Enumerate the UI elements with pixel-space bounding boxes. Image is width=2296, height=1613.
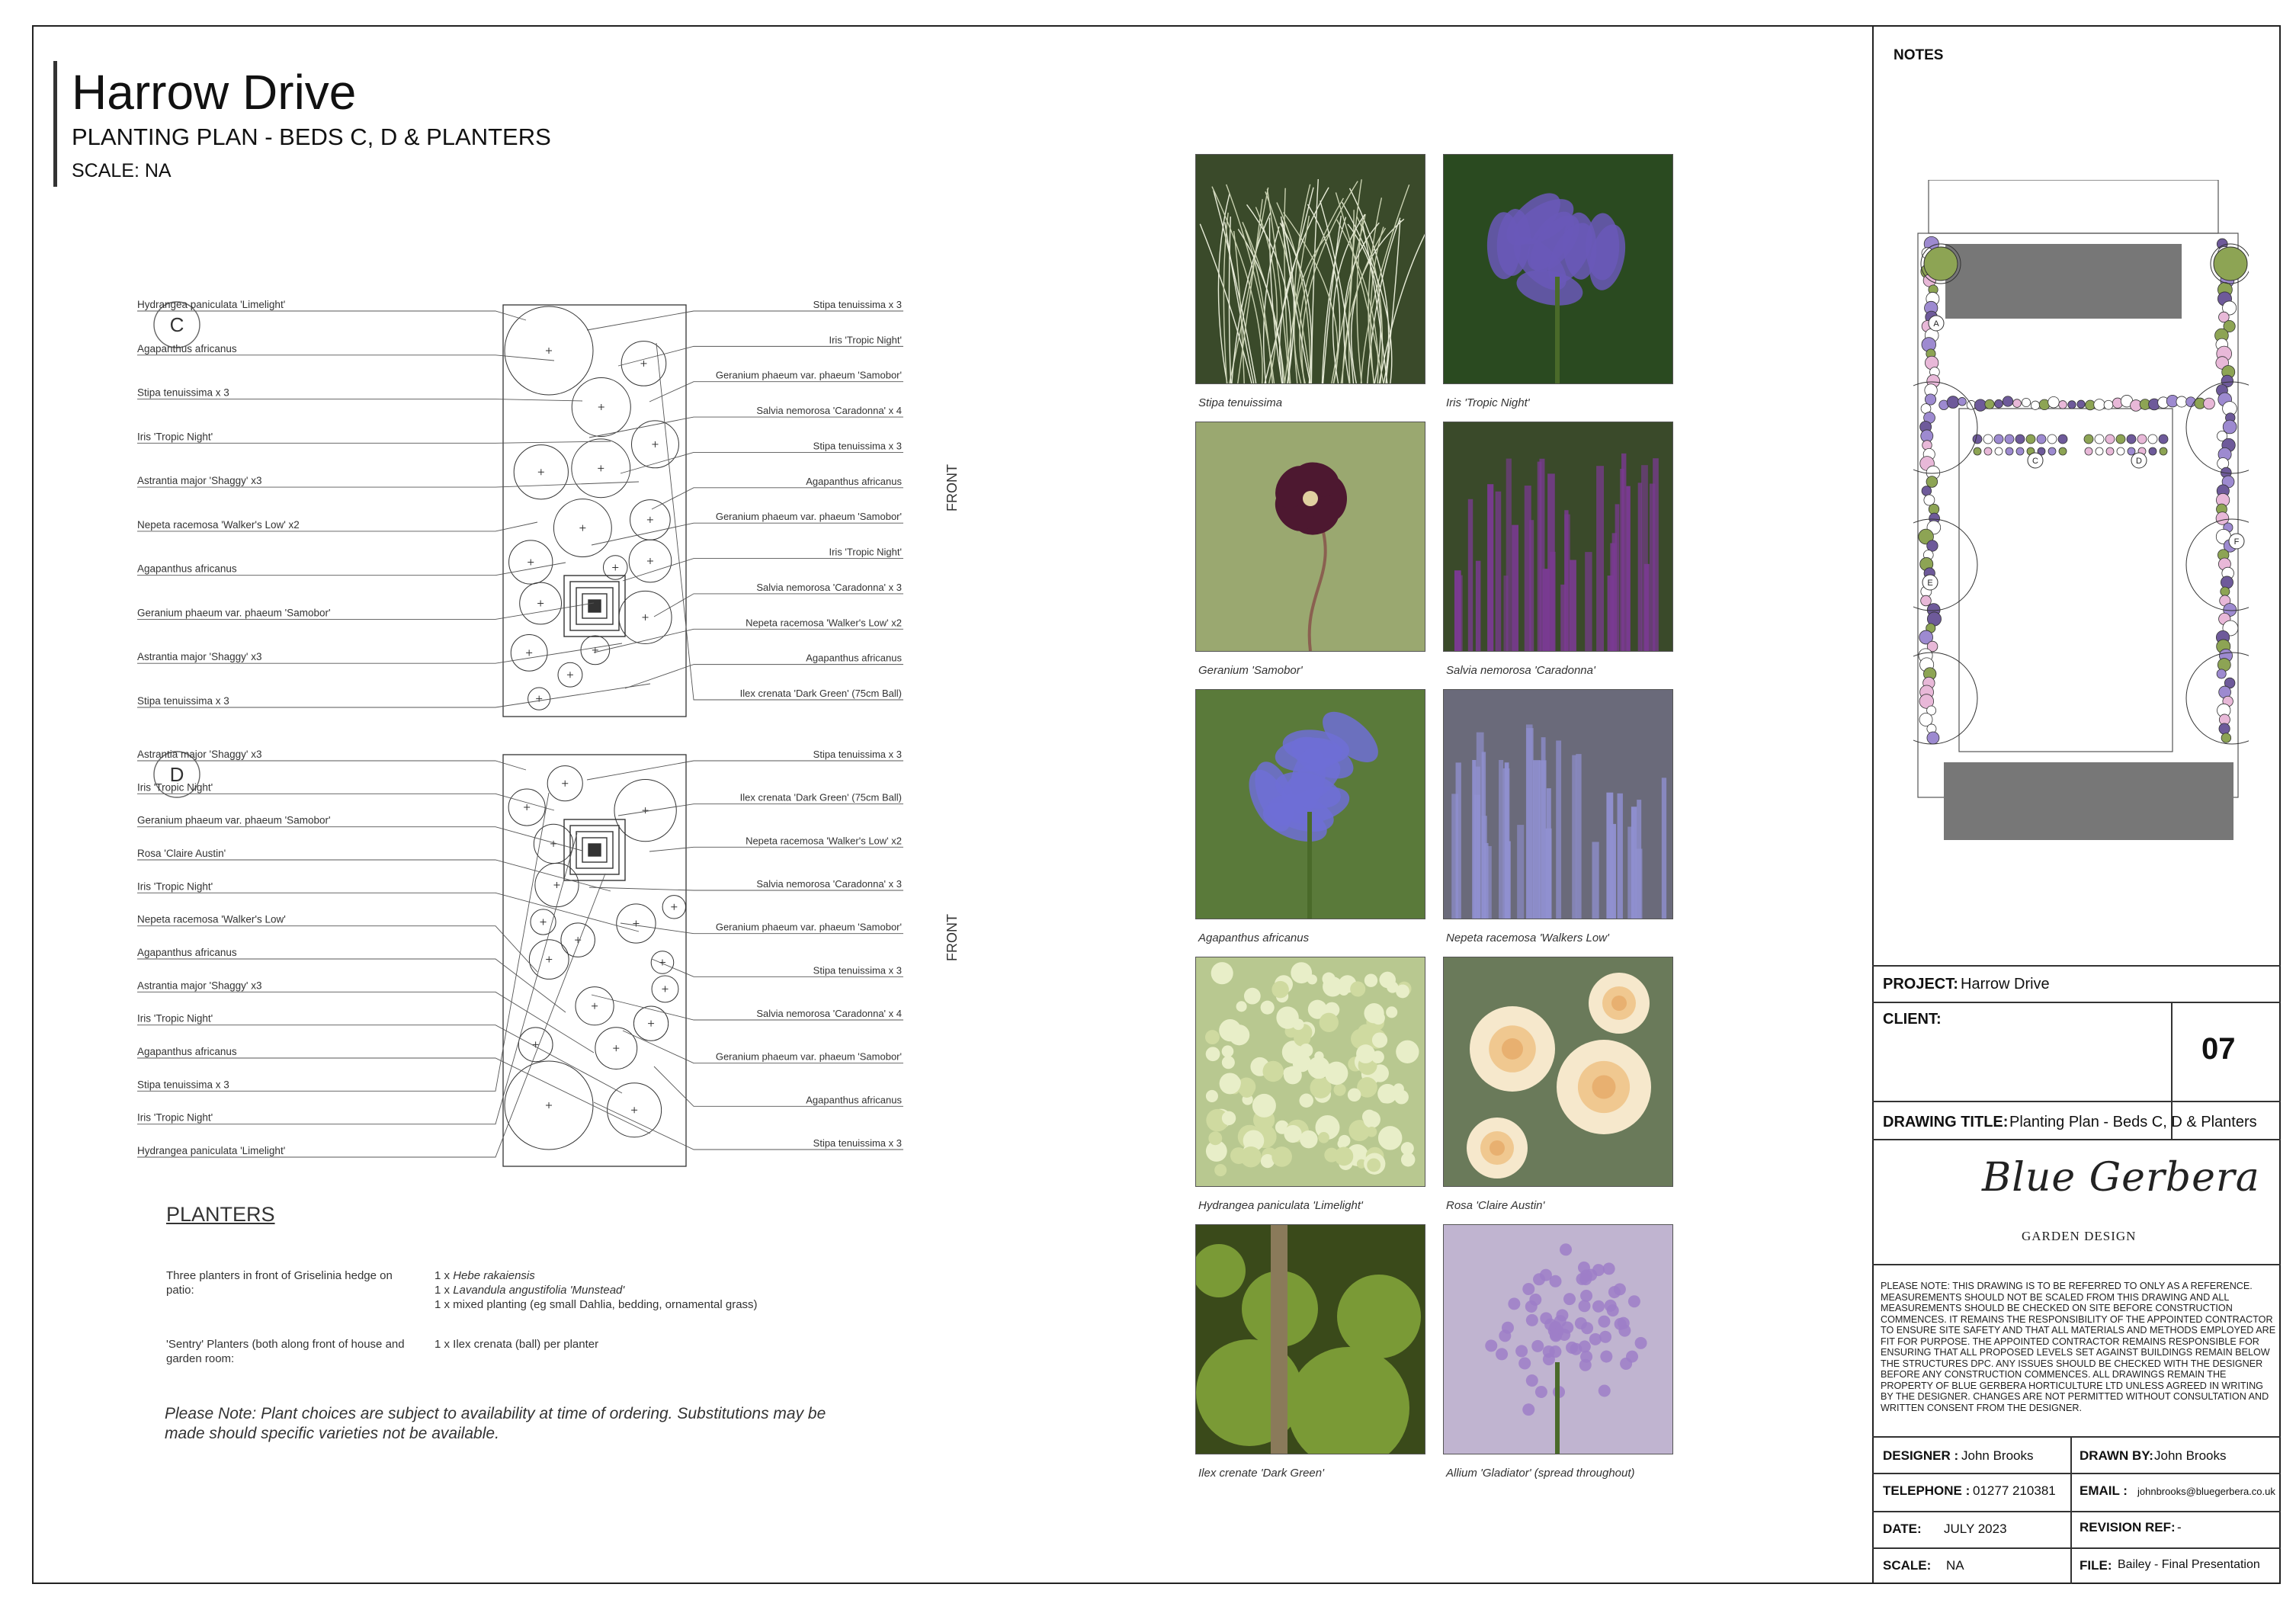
photo-caption: Iris 'Tropic Night' (1446, 396, 1530, 409)
label-leader-line (137, 794, 554, 810)
planting-plan-drawing (137, 290, 1006, 1189)
plant-center-mark (546, 957, 552, 963)
label-leader-line (592, 523, 903, 545)
label-leader-line (587, 311, 903, 330)
plant-label-right: Stipa tenuissima x 3 (813, 299, 902, 310)
tb-divider (1872, 1139, 2281, 1140)
ilex-photo-image (1196, 1225, 1425, 1454)
key-plan-plant (2159, 435, 2168, 444)
plant-label-right: Agapanthus africanus (806, 652, 902, 664)
plant-label-left: Hydrangea paniculata 'Limelight' (137, 1145, 286, 1156)
plant-label-left: Agapanthus africanus (137, 1046, 237, 1057)
key-plan-plant (2095, 435, 2104, 444)
plant-center-mark (647, 558, 653, 564)
plant-label-left: Nepeta racemosa 'Walker's Low' x2 (137, 518, 300, 531)
salvia-photo (1443, 422, 1673, 652)
plant-label-right: Geranium phaeum var. phaeum 'Samobor' (715, 511, 902, 523)
key-plan-plant (2005, 435, 2014, 444)
key-plan-plant (2068, 401, 2076, 409)
label-leader-line (587, 761, 903, 780)
key-plan-plant (1995, 447, 2003, 455)
telephone-label: TELEPHONE : (1883, 1483, 1971, 1498)
nepeta-photo-image (1444, 690, 1672, 919)
grass-photo (1195, 154, 1425, 384)
label-leader-line (618, 804, 903, 816)
bed-d-plan (137, 749, 960, 1166)
label-leader-line (649, 382, 903, 402)
plant-center-mark (567, 672, 573, 678)
key-plan-plant (2127, 435, 2136, 444)
geranium-photo-image (1196, 422, 1425, 651)
hydrangea-photo (1195, 957, 1425, 1187)
key-plan-plant (2059, 401, 2067, 409)
plant-label-right: Iris 'Tropic Night' (829, 334, 902, 346)
photo-caption: Rosa 'Claire Austin' (1446, 1199, 1545, 1212)
plant-center-mark (592, 1003, 598, 1009)
key-plan-bed-label: D (2136, 457, 2142, 466)
bed-c-plan (137, 299, 960, 717)
key-plan-plant (2219, 723, 2230, 734)
plant-label-left: Agapanthus africanus (137, 563, 237, 575)
key-plan-plant (2094, 399, 2105, 411)
key-plan-plant (1984, 447, 1992, 455)
plant-label-right: Stipa tenuissima x 3 (813, 1137, 902, 1149)
plant-label-right: Salvia nemorosa 'Caradonna' x 3 (756, 878, 902, 890)
tb-divider (1872, 1511, 2281, 1512)
agapanthus-photo-image (1196, 690, 1425, 919)
plant-center-mark (647, 517, 653, 523)
plant-label-right: Salvia nemorosa 'Caradonna' x 4 (756, 1008, 902, 1019)
planters-heading: PLANTERS (166, 1203, 275, 1226)
project-label: PROJECT: (1883, 976, 1958, 992)
key-plan-plant (1973, 435, 1982, 444)
plant-label-right: Geranium phaeum var. phaeum 'Samobor' (715, 921, 902, 933)
email-value: johnbrooks@bluegerbera.co.uk (2137, 1486, 2275, 1497)
key-plan-plant (2059, 447, 2067, 455)
label-leader-line (654, 594, 903, 617)
allium-photo (1443, 1224, 1673, 1454)
key-plan-shrub (2214, 247, 2247, 281)
plant-label-left: Agapanthus africanus (137, 947, 237, 958)
hydrangea-photo-image (1196, 957, 1425, 1186)
plant-label-left: Iris 'Tropic Night' (137, 1012, 213, 1025)
allium-photo-image (1444, 1225, 1672, 1454)
bed-outline (503, 755, 686, 1166)
plant-center-mark (524, 804, 530, 810)
tb-divider (1872, 1101, 2281, 1102)
plant-label-right: Salvia nemorosa 'Caradonna' x 3 (756, 581, 902, 593)
key-plan-plant (2176, 396, 2187, 407)
date-value: JULY 2023 (1944, 1522, 2007, 1536)
drawing-title-value: Planting Plan - Beds C, D & Planters (2009, 1114, 2257, 1130)
key-plan-plant (1927, 732, 1939, 744)
grass-photo-image (1196, 155, 1425, 383)
tb-divider (1872, 1264, 2281, 1265)
file-label: FILE: (2080, 1558, 2112, 1573)
photo-caption: Stipa tenuissima (1198, 396, 1283, 409)
key-plan-plant (2013, 399, 2022, 408)
photo-caption: Salvia nemorosa 'Caradonna' (1446, 664, 1595, 677)
key-plan-plant (1921, 595, 1932, 606)
plant-center-mark (546, 348, 552, 354)
drawing-title-label: DRAWING TITLE: (1883, 1114, 2009, 1130)
label-leader-line (620, 452, 903, 473)
plan-scale: SCALE: NA (72, 160, 172, 181)
key-plan-plant (1985, 399, 1994, 409)
tb-divider (1872, 1473, 2281, 1474)
plant-label-right: Geranium phaeum var. phaeum 'Samobor' (715, 369, 902, 381)
key-plan-plant (2149, 447, 2157, 455)
key-plan-plant (2221, 576, 2233, 588)
key-plan-plant (2016, 447, 2024, 455)
key-plan-plant (1958, 397, 1967, 406)
label-leader-line (625, 665, 903, 688)
key-plan-plant (2037, 435, 2046, 444)
key-plan-tree (2186, 382, 2249, 473)
photo-caption: Geranium 'Samobor' (1198, 664, 1303, 677)
bed-front-label: FRONT (944, 914, 960, 961)
key-plan-plant (2128, 447, 2135, 455)
key-plan-plant (1994, 435, 2003, 444)
key-plan-plant (2217, 669, 2226, 678)
key-plan-bed-label: A (1933, 319, 1939, 329)
plant-center-mark (612, 564, 618, 570)
bed-marker-letter: C (169, 313, 184, 336)
label-leader-line (137, 355, 554, 361)
plant-label-left: Iris 'Tropic Night' (137, 781, 213, 794)
company-logo-subtitle: GARDEN DESIGN (2022, 1229, 2137, 1243)
plant-label-right: Nepeta racemosa 'Walker's Low' x2 (746, 617, 902, 629)
planter-row1-item-italic: Lavandula angustifolia 'Munstead' (453, 1284, 625, 1297)
planter-row1-item: 1 x Lavandula angustifolia 'Munstead' (435, 1284, 625, 1297)
key-plan-plant (2003, 396, 2012, 406)
label-leader-line (589, 417, 903, 438)
client-label: CLIENT: (1883, 1011, 1942, 1028)
key-plan-plant (2221, 733, 2231, 743)
key-plan-plant (2116, 435, 2125, 444)
key-plan-plant (2085, 447, 2092, 455)
drawn-by-value: John Brooks (2154, 1448, 2227, 1463)
plant-label-left: Iris 'Tropic Night' (137, 431, 213, 443)
key-plan-bed-label: C (2032, 457, 2038, 466)
plant-center-mark (598, 404, 604, 410)
planter-row1-items (435, 1268, 831, 1312)
iris-photo-image (1444, 155, 1672, 383)
plant-center-mark (613, 1045, 619, 1051)
plant-label-right: Stipa tenuissima x 3 (813, 964, 902, 976)
key-plan-plant (2006, 447, 2013, 455)
plant-center-mark (643, 807, 649, 813)
label-leader-line (649, 847, 903, 851)
key-plan-plant (2104, 400, 2113, 409)
plant-center-mark (550, 841, 556, 847)
revision-label: REVISION REF: (2080, 1520, 2176, 1534)
agapanthus-photo (1195, 689, 1425, 919)
key-plan-plant (2077, 400, 2085, 408)
photo-caption: Hydrangea paniculata 'Limelight' (1198, 1199, 1363, 1212)
plant-center-mark (562, 781, 568, 787)
key-plan-plant (2106, 447, 2114, 455)
plant-center-mark (538, 469, 544, 475)
key-plan-plant (2058, 435, 2067, 444)
salvia-photo-image (1444, 422, 1672, 651)
key-plan-plant (2148, 435, 2157, 444)
plant-label-right: Ilex crenata 'Dark Green' (75cm Ball) (739, 791, 902, 803)
plant-label-right: Agapanthus africanus (806, 475, 902, 487)
photo-caption: Nepeta racemosa 'Walkers Low' (1446, 932, 1609, 944)
tb-divider (1872, 1002, 2281, 1003)
tb-divider (1872, 1436, 2281, 1438)
planter-row2-items (435, 1337, 831, 1352)
label-leader-line (594, 629, 903, 653)
key-plan-plant (1924, 495, 1935, 505)
label-leader-line (652, 488, 903, 509)
plant-label-right: Stipa tenuissima x 3 (813, 749, 902, 760)
plant-label-right: Agapanthus africanus (806, 1094, 902, 1106)
date-label: DATE: (1883, 1522, 1922, 1536)
designer-label: DESIGNER : (1883, 1448, 1959, 1463)
file-value: Bailey - Final Presentation (2118, 1558, 2260, 1571)
drawing-number: 07 (2201, 1032, 2236, 1066)
drawn-by-label: DRAWN BY: (2080, 1448, 2153, 1463)
photo-caption: Allium 'Gladiator' (spread throughout) (1446, 1467, 1635, 1480)
key-plan-plant (2217, 659, 2230, 672)
label-leader-line (137, 1058, 650, 1134)
notes-label: NOTES (1894, 47, 1944, 63)
tb-divider (1872, 1547, 2281, 1549)
plant-center-mark (631, 1107, 637, 1113)
garden-room (1944, 762, 2233, 840)
key-plan-plant (1947, 396, 1959, 409)
key-plan-plant (2160, 447, 2167, 455)
planter-row1-item-italic: Hebe rakaiensis (453, 1269, 535, 1282)
plant-label-right: Stipa tenuissima x 3 (813, 440, 902, 452)
iris-photo (1443, 154, 1673, 384)
plant-label-right: Iris 'Tropic Night' (829, 546, 902, 558)
plant-label-left: Agapanthus africanus (137, 342, 237, 354)
drawing-disclaimer: PLEASE NOTE: THIS DRAWING IS TO BE REFERRED TO ONLY AS A REFERENCE. MEASUREMENTS SHOULD NOT BE SCALED FROM THIS DRAWING AND ALL MEASUREMENTS SHOULD BE CHECKED ON SITE BEFORE CONSTRUCTION COMMENCES. IT REMAINS THE RESPONSIBILITY OF THE APPOINTED CONTRACTOR TO ENSURE SITE SAFETY AND THAT ALL MATERIALS AND METHODS EMPLOYED ARE FIT FOR PURPOSE. THE APPOINTED CONTRACTOR REMAINS RESPONSIBLE FOR ENSURING THAT ALL PROPOSED LEVELS SET AGAINST BUILDINGS REMAIN BELOW THE STRUCTURES DPC. ANY ISSUES SHOULD BE CHECKED WITH THE DESIGNER BEFORE ANY CONSTRUCTION COMMENCES. ALL DRAWINGS REMAIN THE PROPERTY OF BLUE GERBERA HORTICULTURE LTD UNLESS AGREED IN WRITING BY THE DESIGNER. CHANGES ARE NOT PERMITTED WITHOUT CONSULTATION AND WRITTEN CONSENT FROM THE DESIGNER. (1881, 1281, 2276, 1413)
key-plan-plant (1922, 486, 1932, 496)
nepeta-photo (1443, 689, 1673, 919)
plant-label-right: Ilex crenata 'Dark Green' (75cm Ball) (739, 688, 902, 699)
tb-divider (1872, 965, 2281, 967)
key-plan-bed-label: F (2233, 537, 2240, 547)
plant-center-mark (537, 600, 544, 606)
bed-marker-letter: D (169, 763, 184, 786)
planter-row1-desc: Three planters in front of Griselinia hedge on patio: (166, 1269, 393, 1297)
photo-caption: Agapanthus africanus (1198, 932, 1310, 944)
house-outline (1929, 180, 2218, 233)
key-plan-plant (2204, 398, 2215, 409)
plant-label-left: Hydrangea paniculata 'Limelight' (137, 299, 286, 310)
ilex-ball-symbol (588, 600, 601, 612)
plant-label-right: Geranium phaeum var. phaeum 'Samobor' (715, 1050, 902, 1063)
email-label: EMAIL : (2080, 1483, 2128, 1498)
plant-center-mark (640, 361, 646, 367)
plant-center-mark (540, 919, 547, 925)
key-plan-plant (1925, 394, 1935, 405)
key-plan-plant (2047, 435, 2057, 444)
site-key-plan (1913, 180, 2249, 851)
plant-label-right: Nepeta racemosa 'Walker's Low' x2 (746, 835, 902, 847)
plant-center-mark (598, 465, 604, 471)
key-plan-shrub (1924, 247, 1958, 281)
key-plan-plant (2117, 447, 2124, 455)
plan-subtitle: PLANTING PLAN - BEDS C, D & PLANTERS (72, 123, 551, 150)
key-plan-plant (2022, 398, 2030, 406)
plant-label-left: Rosa 'Claire Austin' (137, 848, 226, 859)
plant-label-left: Nepeta racemosa 'Walker's Low' (137, 913, 286, 925)
planter-row2-desc: 'Sentry' Planters (both along front of house and garden room: (166, 1338, 405, 1365)
key-plan-plant (1974, 399, 1986, 411)
bed-front-label: FRONT (944, 464, 960, 511)
plant-center-mark (643, 614, 649, 621)
plant-center-mark (579, 525, 585, 531)
planter-row1-item: 1 x Hebe rakaiensis (435, 1269, 535, 1282)
plant-label-left: Geranium phaeum var. phaeum 'Samobor' (137, 814, 331, 826)
key-plan-plant (2137, 435, 2147, 444)
planter-row2-item: 1 x Ilex crenata (ball) per planter (435, 1338, 599, 1351)
plant-center-mark (652, 441, 658, 447)
plant-label-left: Stipa tenuissima x 3 (137, 386, 229, 399)
project-value: Harrow Drive (1961, 976, 2050, 992)
plant-center-mark (526, 649, 532, 656)
key-plan-plant (1983, 435, 1993, 444)
plant-center-mark (553, 882, 560, 888)
planter-row1-item: 1 x mixed planting (eg small Dahlia, bedding, ornamental grass) (435, 1298, 758, 1311)
scale-label: SCALE: (1883, 1558, 1932, 1573)
revision-value: - (2177, 1520, 2182, 1534)
ilex-ball-symbol (588, 844, 601, 856)
availability-note: Please Note: Plant choices are subject to availability at time of ordering. Substitutions may be made should specific varieties not be available. (165, 1405, 826, 1442)
key-plan-plant (1995, 399, 2003, 408)
plant-label-left: Astrantia major 'Shaggy' x3 (137, 980, 262, 992)
plant-center-mark (648, 1021, 654, 1027)
key-plan-plant (2048, 447, 2056, 455)
patio-area (1945, 244, 2182, 319)
plant-label-left: Astrantia major 'Shaggy' x3 (137, 475, 262, 487)
plant-center-mark (671, 904, 677, 910)
label-leader-line (623, 559, 903, 581)
key-plan-plant (2221, 587, 2230, 596)
plant-label-right: Salvia nemorosa 'Caradonna' x 4 (756, 405, 902, 417)
key-plan-tree (2186, 653, 2249, 744)
plant-label-left: Iris 'Tropic Night' (137, 880, 213, 893)
tb-divider-v (2070, 1436, 2072, 1584)
key-plan-plant (2096, 447, 2103, 455)
key-plan-plant (1974, 447, 1981, 455)
project-title: Harrow Drive (72, 65, 357, 120)
key-plan-plant (2105, 435, 2115, 444)
key-plan-plant (1927, 540, 1938, 551)
label-leader-line (137, 399, 582, 401)
plant-label-left: Astrantia major 'Shaggy' x3 (137, 651, 262, 663)
rose-photo (1443, 957, 1673, 1187)
photo-caption: Ilex crenate 'Dark Green' (1198, 1467, 1324, 1480)
key-plan-plant (2084, 435, 2093, 444)
rose-photo-image (1444, 957, 1672, 1186)
ilex-photo (1195, 1224, 1425, 1454)
key-plan-bed-label: E (1927, 579, 1933, 588)
telephone-value: 01277 210381 (1973, 1483, 2056, 1498)
key-plan-plant (1926, 476, 1938, 488)
geranium-photo (1195, 422, 1425, 652)
key-plan-plant (2048, 396, 2060, 408)
title-accent-bar (53, 61, 57, 187)
scale-value: NA (1946, 1558, 1964, 1573)
plant-label-left: Stipa tenuissima x 3 (137, 695, 229, 707)
plant-label-left: Stipa tenuissima x 3 (137, 1079, 229, 1091)
plant-center-mark (662, 986, 668, 992)
plant-label-left: Geranium phaeum var. phaeum 'Samobor' (137, 607, 331, 619)
company-logo-script: Blue Gerbera (1982, 1155, 2260, 1201)
key-plan-plant (2015, 435, 2025, 444)
plant-label-left: Astrantia major 'Shaggy' x3 (137, 749, 262, 760)
plant-center-mark (546, 1102, 552, 1108)
plant-label-left: Iris 'Tropic Night' (137, 1111, 213, 1124)
key-plan-plant (2031, 401, 2039, 409)
plant-center-mark (528, 559, 534, 565)
designer-value: John Brooks (1961, 1448, 2034, 1463)
key-plan-plant (2026, 435, 2035, 444)
